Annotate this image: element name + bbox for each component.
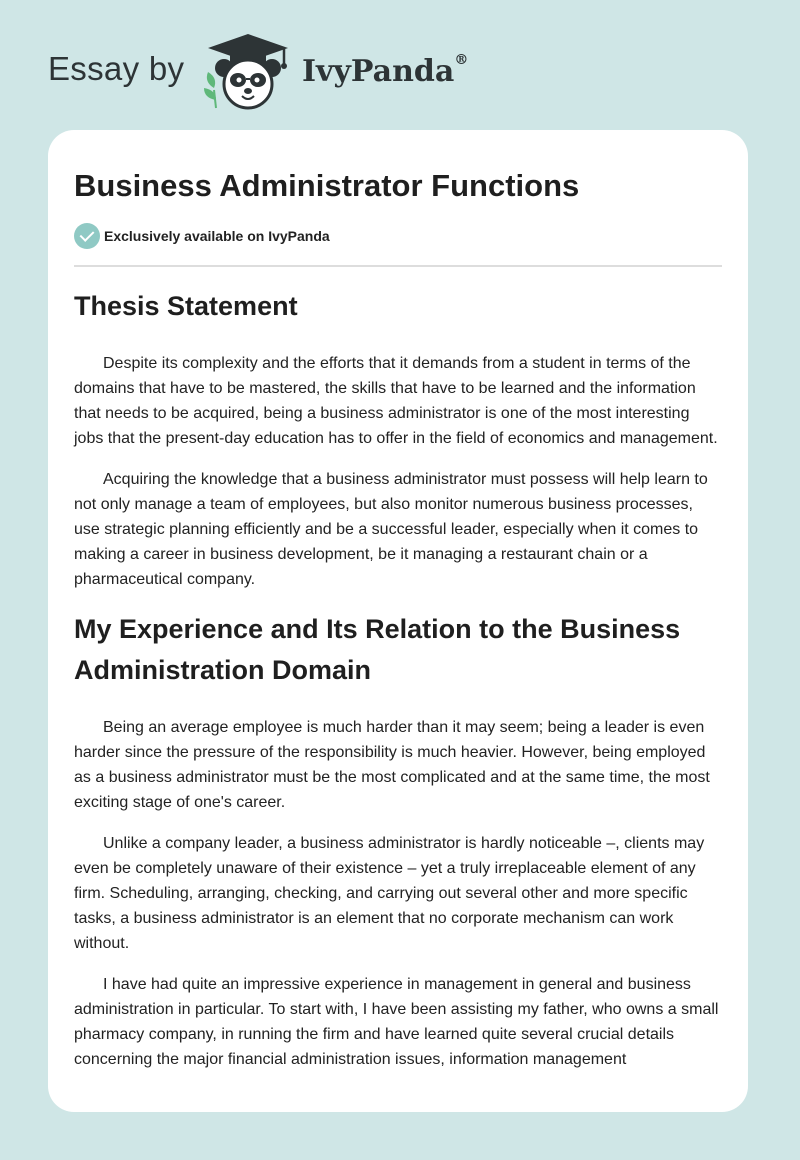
section-heading-thesis: Thesis Statement [74, 291, 298, 321]
exclusive-badge [74, 223, 722, 267]
paragraph: Despite its complexity and the efforts that it demands from a student in terms of the domains that have to be mastered, the skills that have to be learned and the information that needs to be acquired, being a business administrator is one of the most interesting jobs that the present-day education has to offer in the field of economics and management. [74, 355, 718, 447]
panda-logo-icon[interactable] [200, 32, 296, 112]
essay-title: Business Administrator Functions [74, 168, 580, 203]
brand-name[interactable] [302, 54, 468, 89]
registered-mark: ® [454, 52, 469, 68]
brand-prefix: Essay by [48, 50, 185, 87]
brand-name-text: IvyPanda [302, 54, 455, 89]
exclusive-label: Exclusively available on IvyPanda [104, 228, 330, 244]
paragraph: Acquiring the knowledge that a business administrator must possess will help learn to not only manage a team of employees, but also monitor numerous business processes, use strategic planning efficiently and be a successful leader, especially when it comes to making a career in business development, be it managing a restaurant chain or a pharmaceutical company. [74, 471, 708, 588]
paragraph: I have had quite an impressive experience in management in general and business administration in particular. To start with, I have been assisting my father, who owns a small pharmacy company, in running the firm and have learned quite several crucial details concerning the major financial administration issues, information management [74, 976, 719, 1068]
essay-card [48, 130, 748, 1112]
paragraph: Unlike a company leader, a business administrator is hardly noticeable –, clients may even be completely unaware of their existence – yet a truly irreplaceable element of any firm. Scheduling, arranging, checking, and carrying out several other and more specific tasks, a business administrator is an element that no corporate mechanism can work without. [74, 835, 705, 952]
paragraph: Being an average employee is much harder than it may seem; being a leader is even harder since the pressure of the responsibility is much heavier. However, being employed as a business administrator must be the most complicated and at the same time, the most exciting stage of one's career. [74, 719, 710, 811]
site-header [48, 32, 508, 112]
essay-content [48, 130, 748, 1072]
check-circle-icon [74, 223, 100, 249]
section-heading-experience: My Experience and Its Relation to the Business Administration Domain [74, 614, 681, 685]
